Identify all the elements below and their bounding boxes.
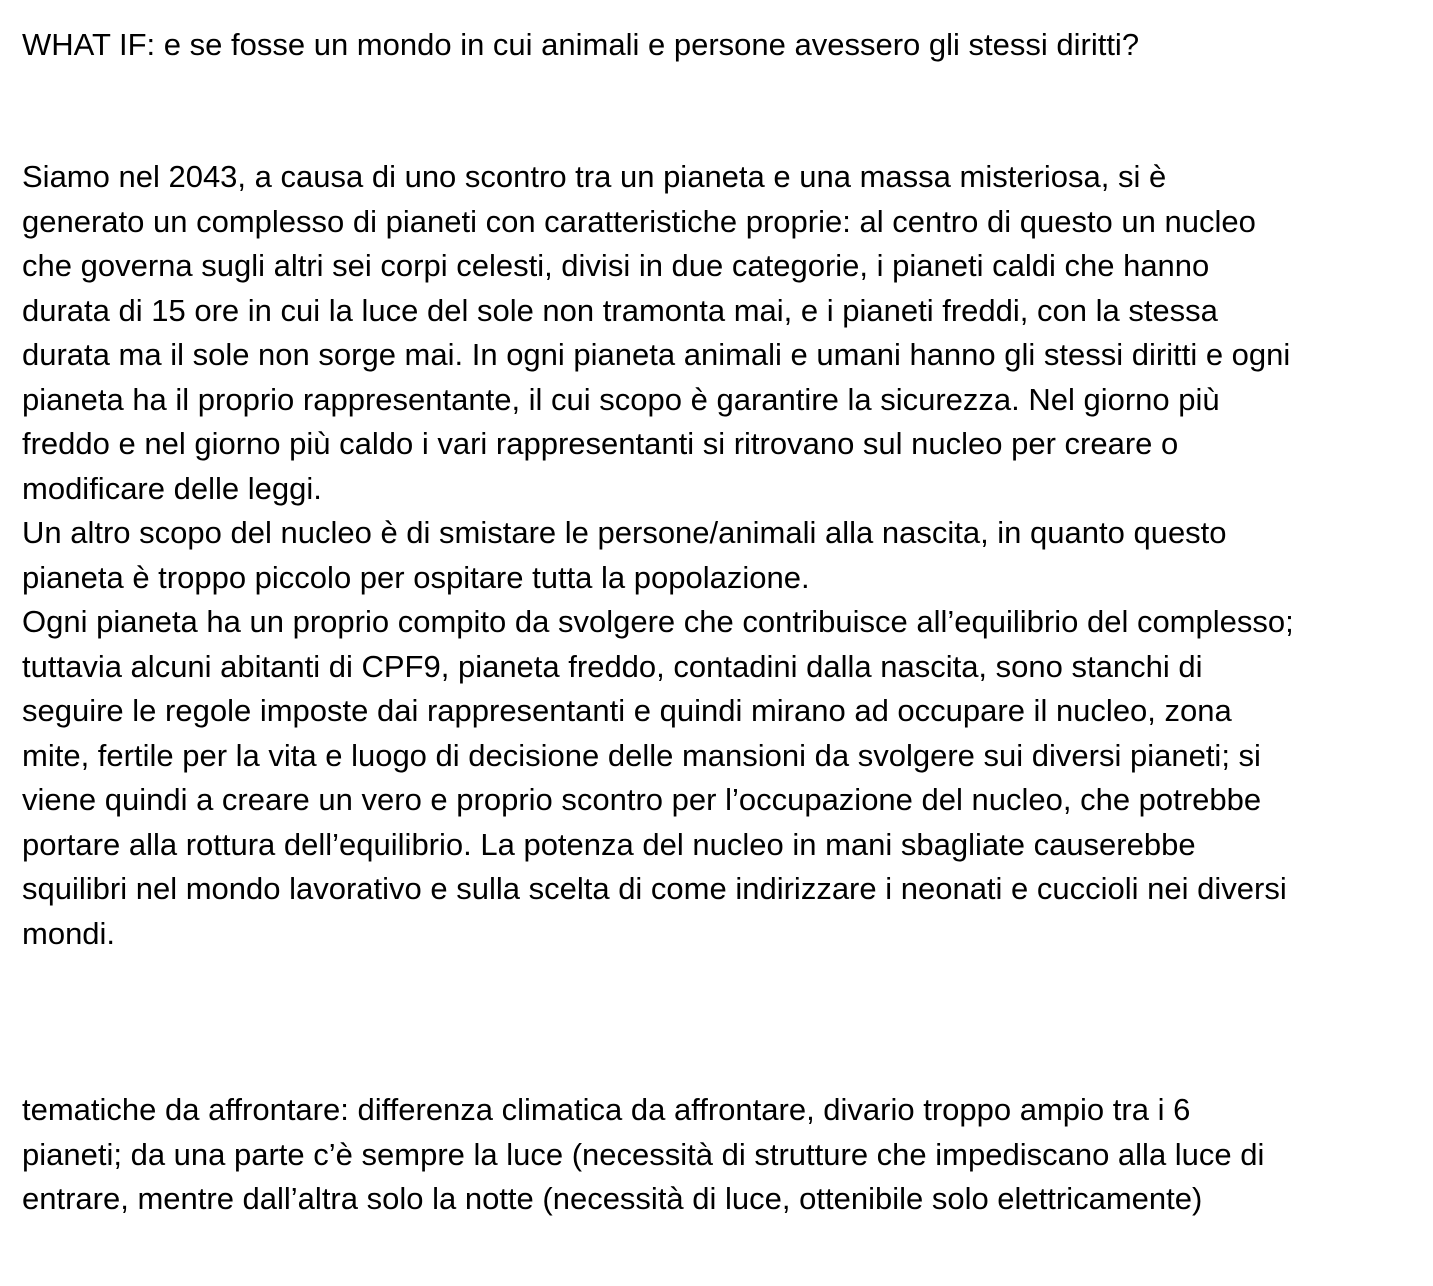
paragraph-themes — [22, 1088, 1417, 1222]
text-line: seguire le regole imposte dai rappresentanti e quindi mirano ad occupare il nucleo, zona — [22, 693, 1232, 728]
text-line: generato un complesso di pianeti con caratteristiche proprie: al centro di questo un nucleo — [22, 203, 1256, 239]
text-line: Un altro scopo del nucleo è di smistare le persone/animali alla nascita, in quanto questo — [22, 515, 1227, 550]
text-line: pianeta ha il proprio rappresentante, il cui scopo è garantire la sicurezza. Nel giorno più — [22, 381, 1220, 417]
text-line: freddo e nel giorno più caldo i vari rappresentanti si ritrovano sul nucleo per creare o — [22, 426, 1179, 461]
text-line: durata ma il sole non sorge mai. In ogni pianeta animali e umani hanno gli stessi diritti e ogni — [22, 337, 1291, 372]
text-line: mite, fertile per la vita e luogo di decisione delle mansioni da svolgere sui diversi pianeti; si — [22, 737, 1261, 773]
text-line: tuttavia alcuni abitanti di CPF9, pianeta freddo, contadini dalla nascita, sono stanchi di — [22, 648, 1203, 684]
text-line: che governa sugli altri sei corpi celesti, divisi in due categorie, i pianeti caldi che hanno — [22, 248, 1210, 283]
paragraph-intro — [22, 155, 1417, 511]
text-line: squilibri nel mondo lavorativo e sulla scelta di come indirizzare i neonati e cuccioli nei diversi — [22, 871, 1287, 906]
story-body — [22, 155, 1417, 956]
themes-section — [22, 1088, 1417, 1222]
text-line: viene quindi a creare un vero e proprio scontro per l’occupazione del nucleo, che potrebbe — [22, 782, 1262, 817]
text-line: durata di 15 ore in cui la luce del sole non tramonta mai, e i pianeti freddi, con la stessa — [22, 292, 1218, 328]
text-line: Siamo nel 2043, a causa di uno scontro tra un pianeta e una massa misteriosa, si è — [22, 159, 1167, 194]
text-line: mondi. — [22, 915, 116, 951]
text-line: pianeta è troppo piccolo per ospitare tutta la popolazione. — [22, 559, 810, 595]
paragraph-conflict — [22, 600, 1417, 956]
text-line: Ogni pianeta ha un proprio compito da svolgere che contribuisce all’equilibrio del complesso; — [22, 604, 1294, 639]
document-title — [22, 23, 1417, 68]
text-line: modificare delle leggi. — [22, 470, 322, 506]
paragraph-nucleus-role — [22, 511, 1417, 600]
text-line: entrare, mentre dall’altra solo la notte (necessità di luce, ottenibile solo elettricamente) — [22, 1181, 1203, 1216]
text-line: pianeti; da una parte c’è sempre la luce (necessità di strutture che impediscano alla luce di — [22, 1136, 1265, 1172]
text-line: portare alla rottura dell’equilibrio. La potenza del nucleo in mani sbagliate causerebbe — [22, 826, 1196, 862]
text-line: tematiche da affrontare: differenza climatica da affrontare, divario troppo ampio tra i 6 — [22, 1092, 1191, 1127]
title-text: WHAT IF: e se fosse un mondo in cui animali e persone avessero gli stessi diritti? — [22, 27, 1140, 62]
